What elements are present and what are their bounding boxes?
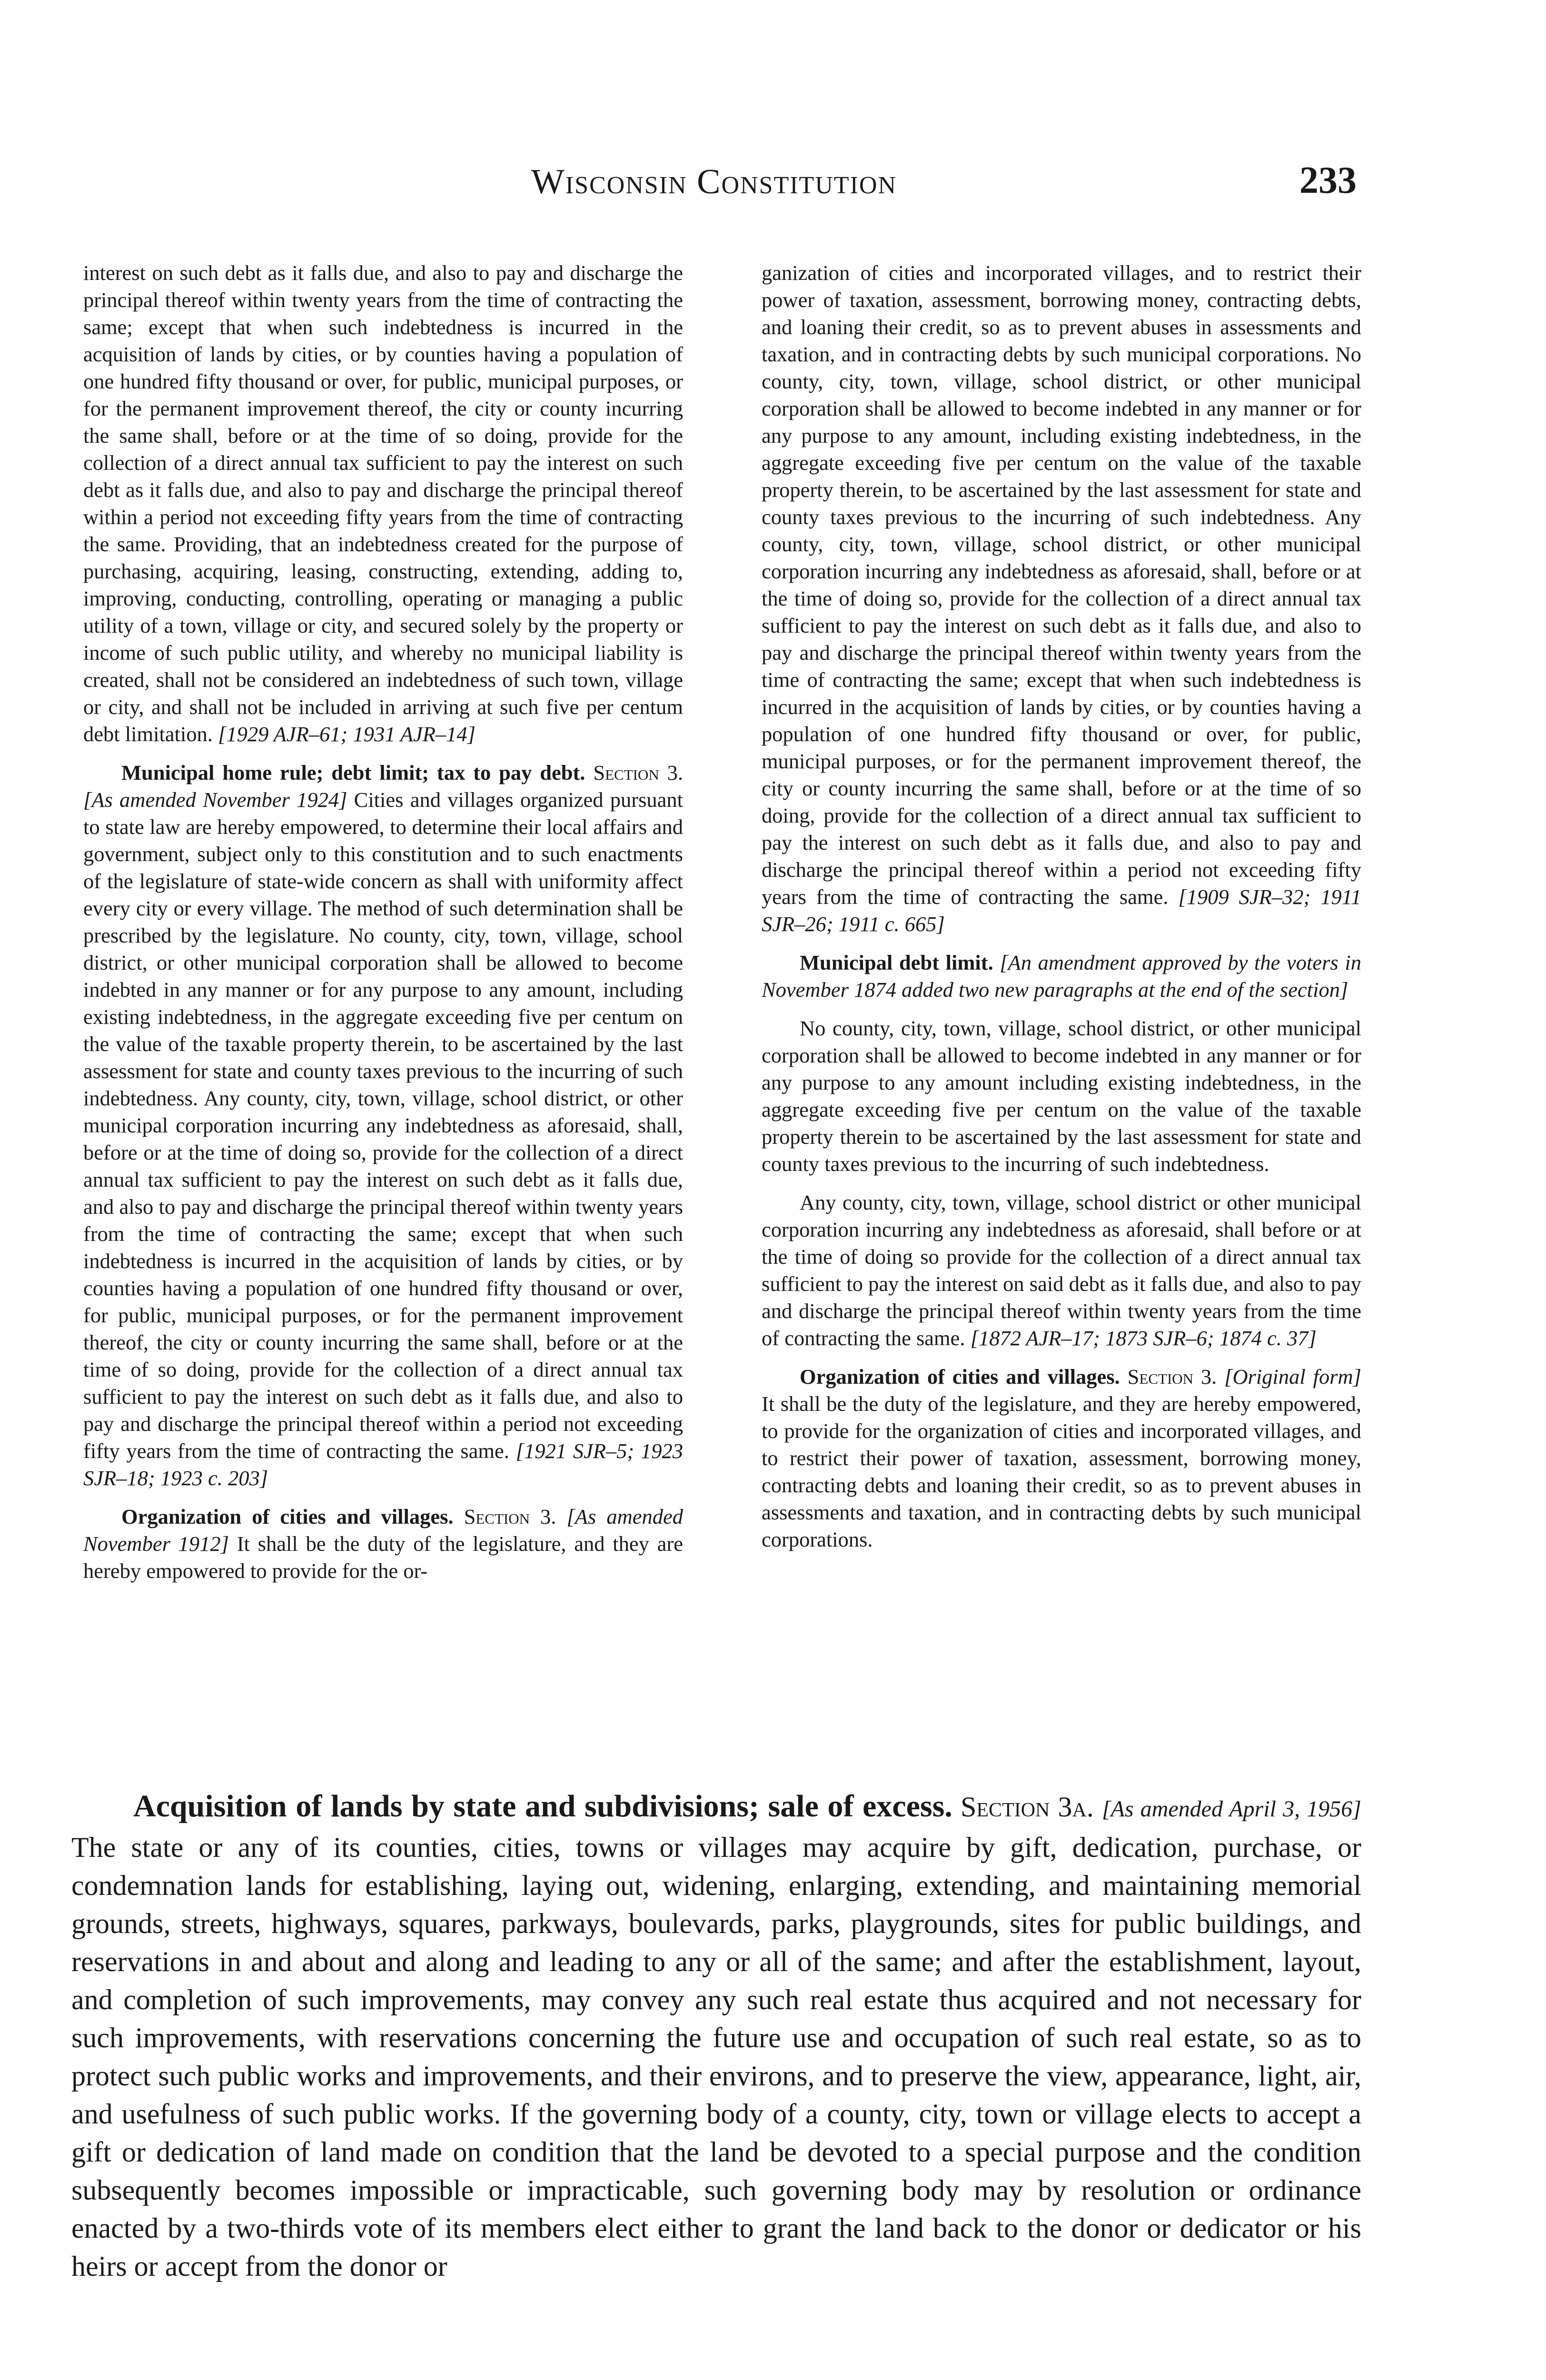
debt-limit-paragraph-1: No county, city, town, village, school district, or other municipal corporation shall be allowed to become indebted in any manner or for any purpose to any amount including existing indebtedness, in the aggregate exceeding five per centum on the value of the taxable property therein to be ascertained by the last assessment for state and county taxes previous to the incurring of such indebtedness.	[762, 1016, 1361, 1176]
section-number: Section 3a.	[961, 1791, 1094, 1823]
section-3a	[71, 1787, 1361, 2285]
citation: [1909 SJR–32; 1911 SJR–26; 1911 c. 665]	[762, 885, 1361, 936]
section-3a-paragraph	[71, 1787, 1361, 2285]
section-text: It shall be the duty of the legislature, and they are hereby empowered to provide for the or-	[83, 1532, 683, 1583]
amendment-note: [As amended April 3, 1956]	[1101, 1796, 1361, 1822]
citation: [1921 SJR–5; 1923 SJR–18; 1923 c. 203]	[83, 1439, 683, 1490]
section-number: Section 3.	[1127, 1365, 1217, 1388]
paragraph-text: Any county, city, town, village, school district or other municipal corporation incurring any indebtedness as aforesaid, shall before or at the time of doing so provide for the collection of a direct annual tax sufficient to pay the interest on said debt as it falls due, and also to pay and discharge the principal thereof within twenty years from the time of contracting the same.	[762, 1190, 1361, 1350]
section-debt-limit-heading	[762, 949, 1361, 1003]
section-number: Section 3.	[593, 761, 684, 784]
section-home-rule	[83, 759, 683, 1492]
amendment-note: [As amended November 1912]	[83, 1505, 683, 1556]
page-header	[71, 159, 1357, 219]
section-organization-1912	[83, 1503, 683, 1585]
section-heading: Municipal home rule; debt limit; tax to pay debt.	[121, 761, 585, 784]
paragraph-text: interest on such debt as it falls due, and also to pay and discharge the principal thereof within twenty years from the time of contracting the same; except that when such indebtedness is incurred in the acquisition of lands by cities, or by counties having a population of one hundred fifty thousand or over, for public, municipal purposes, or for the permanent improvement thereof, the city or county incurring the same shall, before or at the time of so doing, provide for the collection of a direct annual tax sufficient to pay the interest on such debt as it falls due, and also to pay and discharge the principal thereof within a period not exceeding fifty years from the time of contracting the same. Providing, that an indebtedness created for the purpose of purchasing, acquiring, leasing, constructing, extending, adding to, improving, conducting, controlling, operating or managing a public utility of a town, village or city, and secured solely by the property or income of such public utility, and whereby no municipal liability is created, shall not be considered an indebtedness of such town, village or city, and shall not be included in arriving at such five per centum debt limitation.	[83, 261, 683, 746]
continued-paragraph	[83, 259, 683, 748]
section-heading: Acquisition of lands by state and subdivisions; sale of excess.	[133, 1789, 952, 1824]
section-heading: Municipal debt limit.	[800, 951, 993, 974]
section-heading: Organization of cities and villages.	[800, 1365, 1120, 1388]
amendment-note: [An amendment approved by the voters in November 1874 added two new paragraphs at the end of the section]	[762, 951, 1361, 1002]
right-column	[762, 259, 1361, 1565]
section-heading: Organization of cities and villages.	[121, 1505, 454, 1528]
section-text: It shall be the duty of the legislature, and they are hereby empowered, to provide for the organization of cities and incorporated villages, and to restrict their power of taxation, assessment, borrowing money, contracting debts and loaning their credit, so as to prevent abuses in assessments and taxation, and in contracting debts by such municipal corporations.	[762, 1392, 1361, 1551]
debt-limit-paragraph-2	[762, 1189, 1361, 1352]
amendment-note: [Original form]	[1224, 1365, 1361, 1388]
citation: [1872 AJR–17; 1873 SJR–6; 1874 c. 37]	[970, 1326, 1317, 1350]
section-organization-original	[762, 1363, 1361, 1553]
left-column	[83, 259, 683, 1596]
page-title: Wisconsin Constitution	[531, 162, 897, 201]
page-number: 233	[1299, 159, 1357, 201]
section-text: Cities and villages organized pursuant to state law are hereby empowered, to determine their local affairs and government, subject only to this constitution and to such enactments of the legislature of state-wide concern as shall with uniformity affect every city or every village. The method of such determination shall be prescribed by the legislature. No county, city, town, village, school district, or other municipal corporation shall be allowed to become indebted in any manner or for any purpose to any amount, including existing indebtedness, in the aggregate exceeding five per centum on the value of the taxable property therein, to be ascertained by the last assessment for state and county taxes previous to the incurring of such indebtedness. Any county, city, town, village, school district, or other municipal corporation incurring any indebtedness as aforesaid, shall, before or at the time of doing so, provide for the collection of a direct annual tax sufficient to pay the interest on such debt as it falls due, and also to pay and discharge the principal thereof within twenty years from the time of contracting the same; except that when such indebtedness is incurred in the acquisition of lands by cities, or by counties having a population of one hundred fifty thousand or over, for public, municipal purposes, or for the permanent improvement thereof, the city or county incurring the same shall, before or at the time of so doing, provide for the collection of a direct annual tax sufficient to pay the interest on such debt as it falls due, and also to pay and discharge the principal thereof within a period not exceeding fifty years from the time of contracting the same.	[83, 788, 683, 1463]
citation: [1929 AJR–61; 1931 AJR–14]	[218, 722, 476, 746]
amendment-note: [As amended November 1924]	[83, 788, 347, 812]
section-text: The state or any of its counties, cities, towns or villages may acquire by gift, dedication, purchase, or condemnation lands for establishing, laying out, widening, enlarging, extending, and maintaining memorial grounds, streets, highways, squares, parkways, boulevards, parks, playgrounds, sites for public buildings, and reservations in and about and along and leading to any or all of the same; and after the establishment, layout, and completion of such improvements, may convey any such real estate thus acquired and not necessary for such improvements, with reservations concerning the future use and occupation of such real estate, so as to protect such public works and improvements, and their environs, and to preserve the view, appearance, light, air, and usefulness of such public works. If the governing body of a county, city, town or village elects to accept a gift or dedication of land made on condition that the land be devoted to a special purpose and the condition subsequently becomes impossible or impracticable, such governing body may by resolution or ordinance enacted by a two-thirds vote of its members elect either to grant the land back to the donor or dedicator or his heirs or accept from the donor or	[71, 1832, 1361, 2282]
continued-paragraph	[762, 259, 1361, 938]
paragraph-text: ganization of cities and incorporated villages, and to restrict their power of taxation, assessment, borrowing money, contracting debts, and loaning their credit, so as to prevent abuses in assessments and taxation, and in contracting debts by such municipal corporations. No county, city, town, village, school district, or other municipal corporation shall be allowed to become indebted in any manner or for any purpose to any amount, including existing indebtedness, in the aggregate exceeding five per centum on the value of the taxable property therein, to be ascertained by the last assessment for state and county taxes previous to the incurring of such indebtedness. Any county, city, town, village, school district, or other municipal corporation incurring any indebtedness as aforesaid, shall, before or at the time of doing so, provide for the collection of a direct annual tax sufficient to pay the interest on such debt as it falls due, and also to pay and discharge the principal thereof within twenty years from the time of contracting the same; except that when such indebtedness is incurred in the acquisition of lands by cities, or by counties having a population of one hundred fifty thousand or over, for public, municipal purposes, or for the permanent improvement thereof, the city or county incurring the same shall, before or at the time of so doing, provide for the collection of a direct annual tax sufficient to pay the interest on such debt as it falls due, and also to pay and discharge the principal thereof within a period not exceeding fifty years from the time of contracting the same.	[762, 261, 1361, 909]
section-number: Section 3.	[464, 1505, 556, 1528]
